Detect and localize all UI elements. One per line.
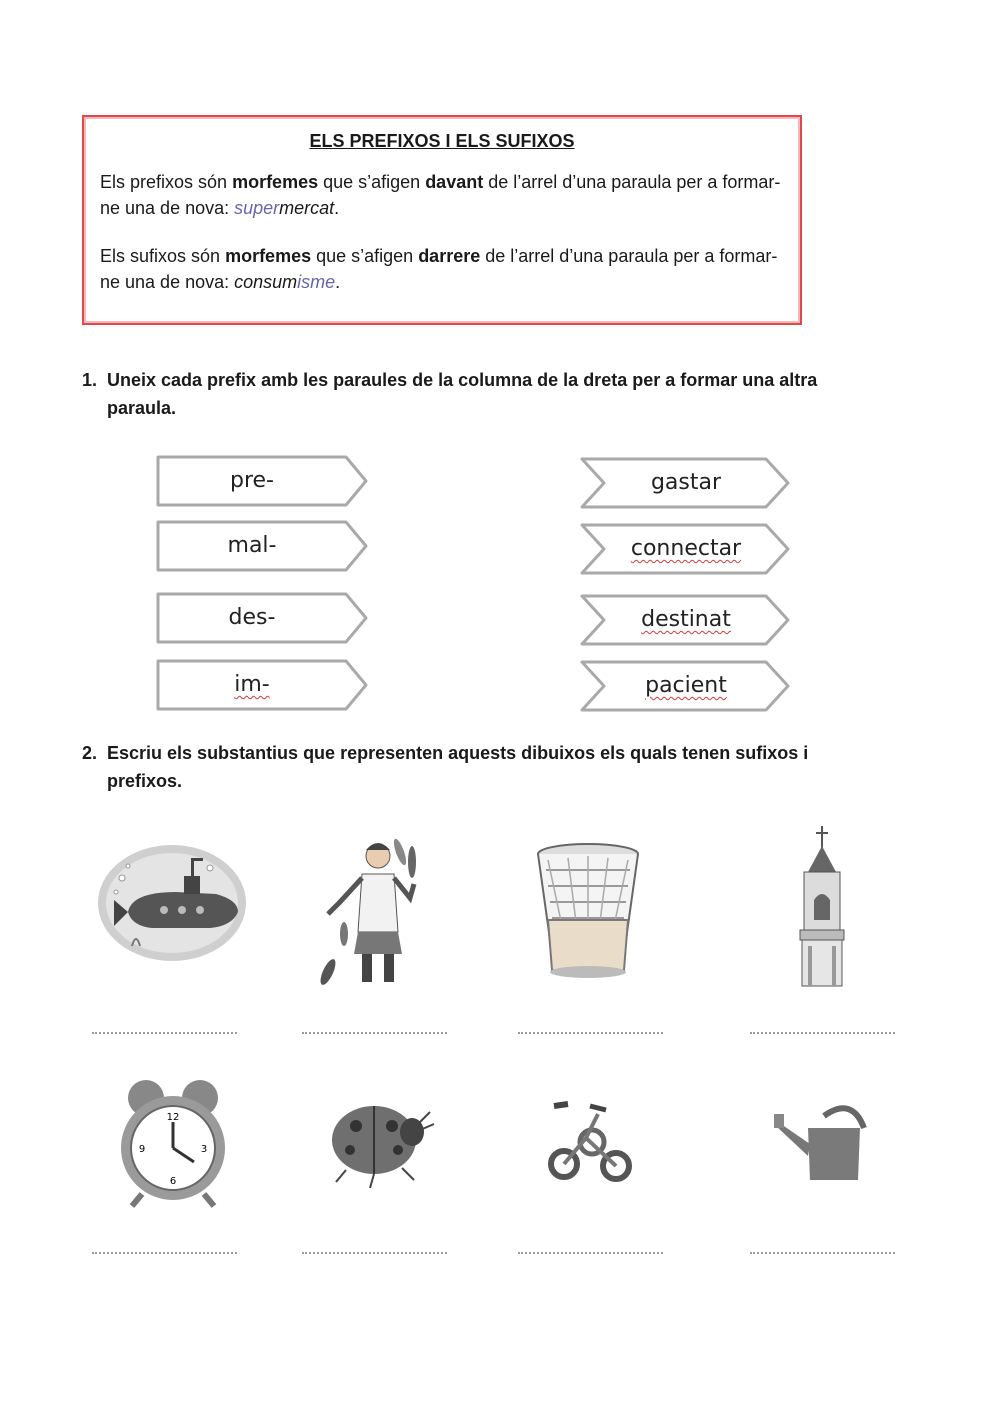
question-1	[82, 366, 842, 422]
answer-line[interactable]	[92, 1252, 237, 1254]
question-number: 1.	[82, 370, 98, 390]
juggler-icon	[298, 822, 458, 992]
prefix-tag[interactable]	[154, 453, 370, 509]
suffix-definition: Els sufixos són morfemes que s’afigen darrere de l’arrel d’una paraula per a formar-ne una de nova: consumisme.	[100, 246, 778, 292]
word-tag[interactable]	[578, 658, 794, 714]
prefix-tag[interactable]	[154, 590, 370, 646]
question-2	[82, 739, 842, 795]
wastebasket-icon	[508, 830, 668, 1000]
bell-tower-icon	[742, 822, 902, 992]
alarm-clock-icon	[118, 1068, 278, 1238]
prefix-tag[interactable]	[154, 518, 370, 574]
tricycle-icon	[546, 1092, 706, 1262]
page-title: ELS PREFIXOS I ELS SUFIXOS	[309, 131, 575, 151]
word-label: connectar	[630, 536, 742, 561]
svg-text:9: 9	[138, 1144, 146, 1155]
prefix-tag[interactable]	[154, 657, 370, 713]
answer-line[interactable]	[518, 1252, 663, 1254]
answer-line[interactable]	[92, 1032, 237, 1034]
svg-text:6: 6	[169, 1176, 177, 1187]
answer-line[interactable]	[518, 1032, 663, 1034]
watering-can-icon	[772, 1098, 932, 1268]
question-number: 2.	[82, 743, 98, 763]
prefix-definition: Els prefixos són morfemes que s’afigen davant de l’arrel d’una paraula per a formar-ne una de nova: supermercat.	[100, 172, 781, 218]
suffix-example-root: consum	[234, 272, 298, 292]
prefix-label: mal-	[227, 533, 277, 558]
svg-text:12: 12	[166, 1112, 180, 1123]
prefix-label: pre-	[230, 468, 274, 493]
answer-line[interactable]	[302, 1252, 447, 1254]
ladybug-icon	[326, 1080, 486, 1250]
word-tag[interactable]	[578, 455, 794, 511]
answer-line[interactable]	[302, 1032, 447, 1034]
answer-line[interactable]	[750, 1252, 895, 1254]
submarine-icon	[92, 828, 252, 998]
word-tag[interactable]	[578, 592, 794, 648]
word-tag[interactable]	[578, 521, 794, 577]
answer-line[interactable]	[750, 1032, 895, 1034]
word-label: destinat	[641, 607, 731, 632]
prefix-example-morpheme: super	[234, 198, 280, 218]
svg-text:3: 3	[200, 1144, 208, 1155]
word-label: gastar	[650, 470, 722, 495]
prefix-label: des-	[228, 605, 276, 630]
prefix-label: im-	[234, 672, 270, 697]
suffix-example-morpheme: isme	[297, 272, 336, 292]
question-text: Uneix cada prefix amb les paraules de la columna de la dreta per a formar una altra paraula.	[107, 370, 818, 418]
word-label: pacient	[645, 673, 727, 698]
definition-box	[82, 115, 802, 325]
question-text: Escriu els substantius que representen aquests dibuixos els quals tenen sufixos i prefixos.	[107, 743, 809, 791]
prefix-example-root: mercat	[279, 198, 335, 218]
